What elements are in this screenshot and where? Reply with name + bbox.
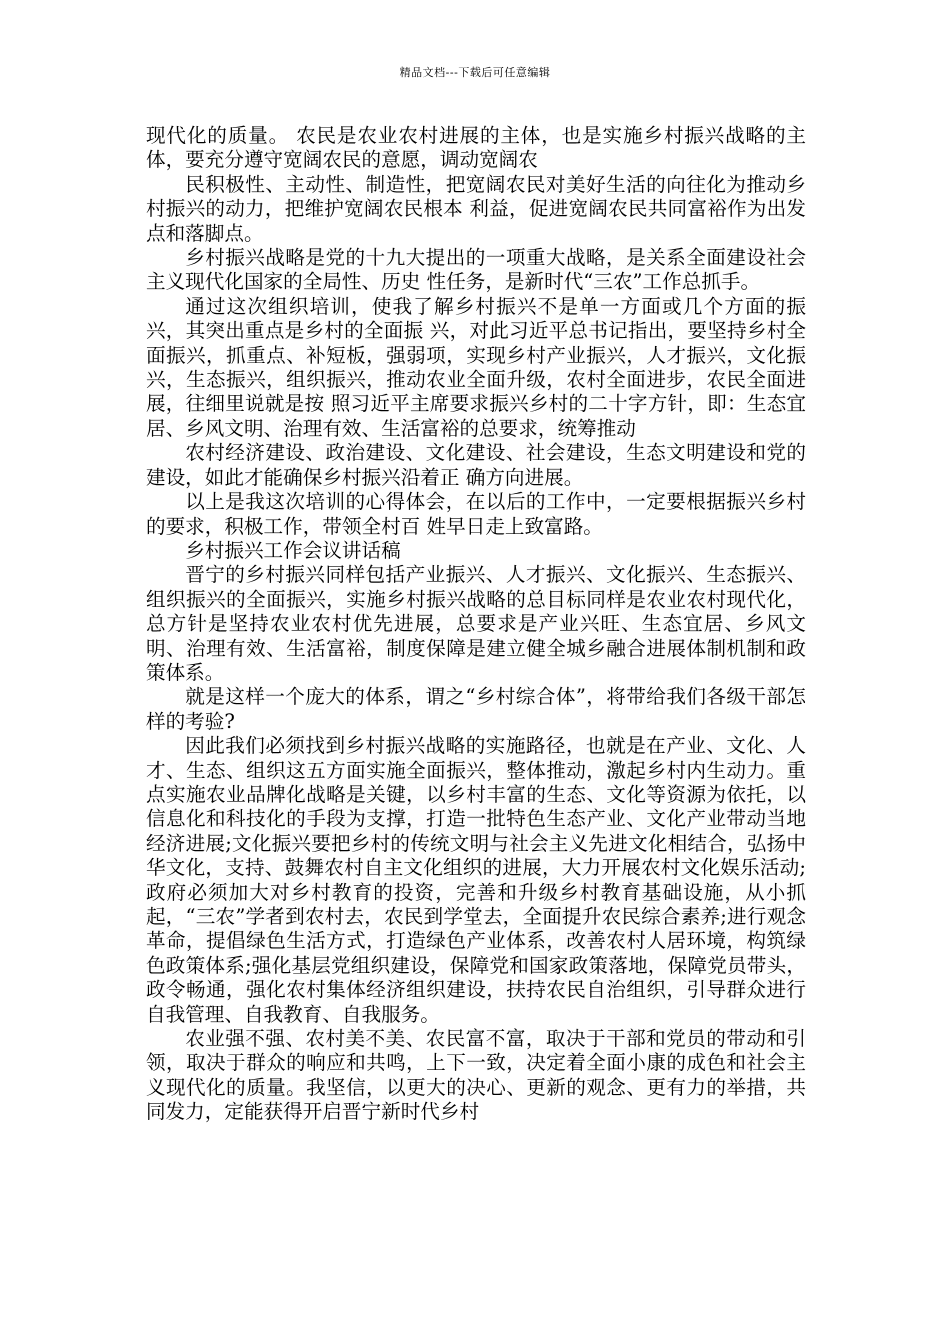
paragraph-10: 农业强不强、农村美不美、农民富不富，取决于干部和党员的带动和引领，取决于群众的响应和共鸣，上下一致，决定着全面小康的成色和社会主义现代化的质量。我坚信，以更大的决心、更新的观念、更有力的举措，共同发力，定能获得开启晋宁新时代乡村: [146, 1027, 806, 1124]
paragraph-1: 现代化的质量。 农民是农业农村进展的主体，也是实施乡村振兴战略的主体，要充分遵守宽阔农民的意愿，调动宽阔农: [146, 124, 806, 172]
paragraph-2: 民积极性、主动性、制造性，把宽阔农民对美好生活的向往化为推动乡村振兴的动力，把维护宽阔农民根本 利益，促进宽阔农民共同富裕作为出发点和落脚点。: [146, 172, 806, 245]
paragraph-4: 通过这次组织培训，使我了解乡村振兴不是单一方面或几个方面的振兴，其突出重点是乡村的全面振 兴，对此习近平总书记指出，要坚持乡村全面振兴，抓重点、补短板，强弱项，实现乡村产业振兴，人才振兴，文化振兴，生态振兴，组织振兴，推动农业全面升级，农村全面进步，农民全面进展，往细里说就是按 照习近平主席要求振兴乡村的二十字方针，即：生态宜居、乡风文明、治理有效、生活富裕的总要求，统筹推动: [146, 294, 806, 440]
page-header: 精品文档---下载后可任意编辑: [399, 66, 551, 79]
section-heading: 乡村振兴工作会议讲话稿: [185, 538, 401, 562]
paragraph-6: 以上是我这次培训的心得体会，在以后的工作中，一定要根据振兴乡村的要求，积极工作，带领全村百 姓早日走上致富路。: [146, 490, 806, 538]
paragraph-8: 就是这样一个庞大的体系，谓之“乡村综合体”，将带给我们各级干部怎样的考验?: [146, 685, 806, 733]
paragraph-7: 晋宁的乡村振兴同样包括产业振兴、人才振兴、文化振兴、生态振兴、组织振兴的全面振兴，实施乡村振兴战略的总目标同样是农业农村现代化，总方针是坚持农业农村优先进展，总要求是产业兴旺、生态宜居、乡风文明、治理有效、生活富裕，制度保障是建立健全城乡融合进展体制机制和政策体系。: [146, 563, 806, 684]
paragraph-9: 因此我们必须找到乡村振兴战略的实施路径，也就是在产业、文化、人才、生态、组织这五方面实施全面振兴，整体推动，激起乡村内生动力。重点实施农业品牌化战略是关键，以乡村丰富的生态、文化等资源为依托，以信息化和科技化的手段为支撑，打造一批特色生态产业、文化产业带动当地经济进展;文化振兴要把乡村的传统文明与社会主义先进文化相结合，弘扬中华文化，支持、鼓舞农村自主文化组织的进展，大力开展农村文化娱乐活动;政府必须加大对乡村教育的投资，完善和升级乡村教育基础设施，从小抓起，“三农”学者到农村去，农民到学堂去，全面提升农民综合素养;进行观念革命，提倡绿色生活方式，打造绿色产业体系，改善农村人居环境，构筑绿色政策体系;强化基层党组织建设，保障党和国家政策落地，保障党员带头，政令畅通，强化农村集体经济组织建设，扶持农民自治组织，引导群众进行自我管理、自我教育、自我服务。: [146, 734, 806, 1026]
document-body: [146, 124, 806, 1125]
paragraph-3: 乡村振兴战略是党的十九大提出的一项重大战略，是关系全面建设社会主义现代化国家的全局性、历史 性任务，是新时代“三农”工作总抓手。: [146, 246, 806, 294]
paragraph-5: 农村经济建设、政治建设、文化建设、社会建设，生态文明建设和党的建设，如此才能确保乡村振兴沿着正 确方向进展。: [146, 441, 806, 489]
